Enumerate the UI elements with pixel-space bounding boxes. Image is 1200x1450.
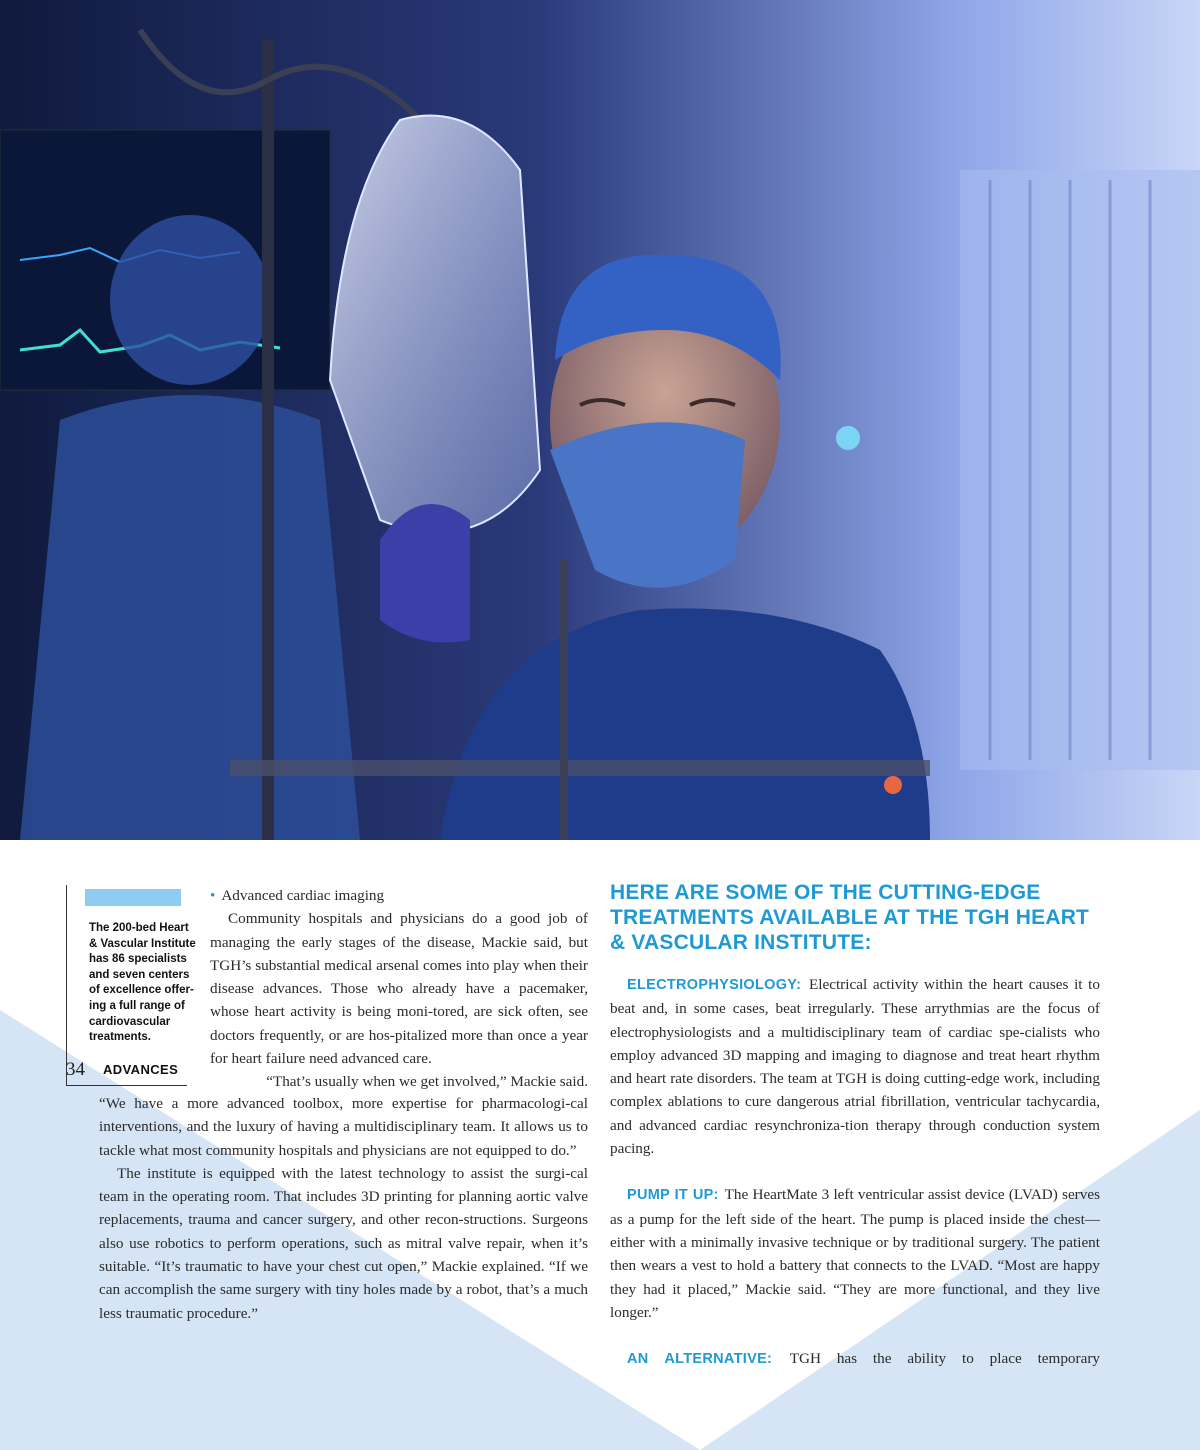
treatment-lead: ELECTROPHYSIOLOGY: <box>627 977 802 993</box>
column1-bottom <box>99 1092 588 1325</box>
bullet-text: Advanced cardiac imaging <box>221 887 385 904</box>
page-number: 34 <box>66 1059 85 1080</box>
treatment-text: Electrical activity within the heart causes it to beat and, in some cases, beat irregularly. These arrythmias are the focus of electrophysiologists and a multidisciplinary team of cardiac spe-cialists who employ advanced 3D mapping and imaging to diagnose and treat heart rhythm and heart rate disorders. The team at TGH is doing cutting-edge work, including complex ablations to cure dangerous atrial fibrillation, ventricular tachycardia, and advanced cardiac resynchroniza-tion therapy through conduction system pacing. <box>610 976 1100 1158</box>
bullet-icon: • <box>210 887 216 904</box>
sidebar-caption-box <box>66 885 196 1086</box>
treatments-heading: HERE ARE SOME OF THE CUTTING-EDGE TREATMENTS AVAILABLE AT THE TGH HEART & VASCULAR INSTITUTE: <box>610 881 1090 954</box>
treatment-text: TGH has the ability to place temporary <box>774 1350 1100 1368</box>
treatment-lead: PUMP IT UP: <box>627 1187 719 1204</box>
column1-top <box>210 884 588 1094</box>
paragraph-2-start: “That’s usually when we get involved,” Mackie said. <box>266 1073 588 1091</box>
treatment-alternative <box>610 1347 1100 1371</box>
sidebar-caption: The 200-bed Heart & Vascular Institute has 86 specialists and seven centers of excellence offer-ing a full range of cardiovascular treatments. <box>89 922 196 1044</box>
treatment-electrophysiology <box>610 973 1100 1160</box>
treatment-text: The HeartMate 3 left ventricular assist device (LVAD) serves as a pump for the left side of the heart. The pump is placed inside the chest—either with a minimally invasive technique or by traditional surgery. The patient then wears a vest to hold a battery that connects to the LVAD. “Most are happy they had it placed,” Mackie said. “They are more functional, and they live longer.” <box>610 1186 1100 1321</box>
treatment-lead: AN ALTERNATIVE: <box>627 1351 773 1368</box>
paragraph-3: The institute is equipped with the latest technology to assist the surgi-cal team in the operating room. That includes 3D printing for planning aortic valve replacements, trauma and cancer surgery, and other recon-structions. Surgeons also use robotics to perform operations, such as mitral valve repair, when it’s suitable. “It’s traumatic to have your chest cut open,” Mackie explained. “If we can accomplish the same surgery with tiny holes made by a robot, that’s a much less traumatic procedure.” <box>99 1164 588 1322</box>
paragraph-1: Community hospitals and physicians do a good job of managing the early stages of the disease, Mackie said, but TGH’s substantial medical arsenal comes into play when their disease advances. Those who already have a pacemaker, whose heart activity is being moni-tored, are sick often, see doctors frequently, or are hos-pitalized more than once a year for heart failure need advanced care. <box>210 910 588 1068</box>
column2 <box>610 880 1100 1394</box>
bullet-item <box>210 884 588 907</box>
treatment-pump <box>610 1183 1100 1324</box>
magazine-name: ADVANCES <box>103 1062 179 1077</box>
caption-accent-bar <box>85 889 181 906</box>
paragraph-2-rest: “We have a more advanced toolbox, more expertise for pharmacologi-cal interventions, and the luxury of having a multidisciplinary team. It allows us to tackle what most community hospitals and physicians are not equipped to do.” <box>99 1095 588 1159</box>
